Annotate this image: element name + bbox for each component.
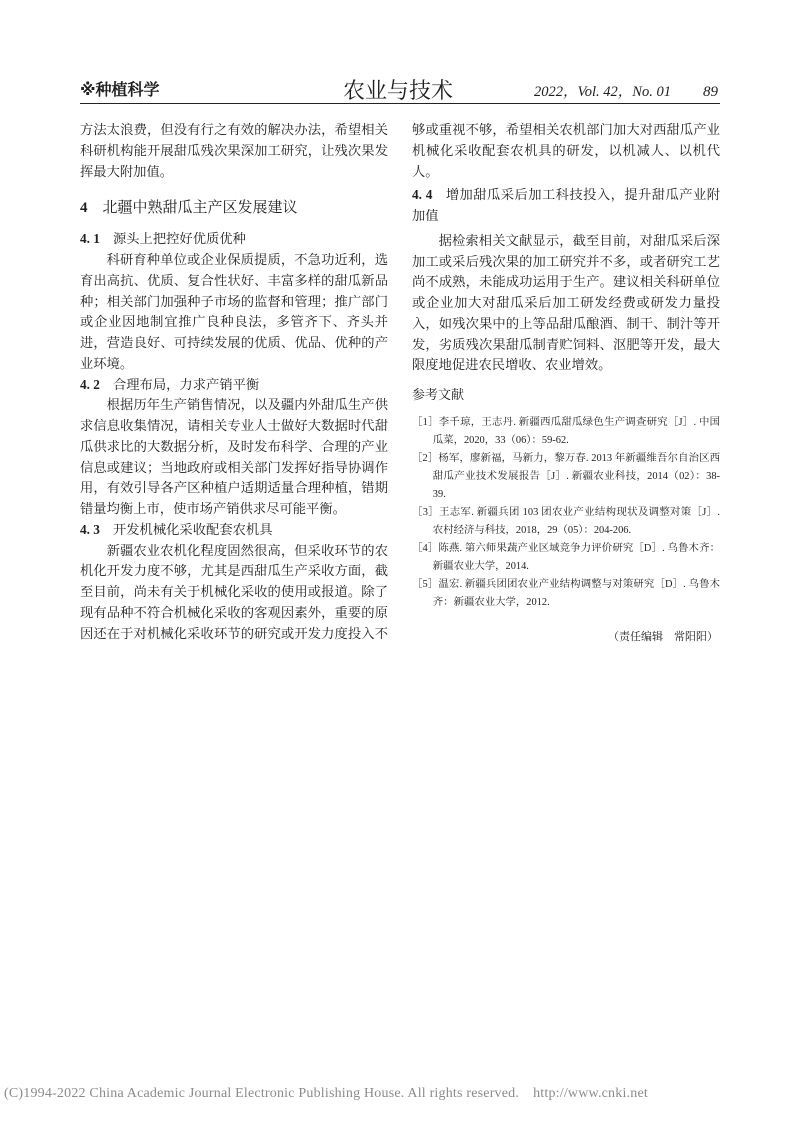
- subsection-title: 开发机械化采收配套农机具: [112, 521, 273, 537]
- right-column: [412, 120, 720, 646]
- section-title: 北疆中熟甜瓜主产区发展建议: [102, 199, 298, 217]
- header-rule: [80, 103, 720, 104]
- section-label: ※种植科学: [80, 82, 160, 99]
- subsection-heading-4-1: [80, 229, 388, 250]
- editor-note: （责任编辑 常阳阳）: [608, 631, 718, 643]
- copyright-footer: [4, 1084, 648, 1104]
- paragraph-4-3-end: 够或重视不够，希望相关农机部门加大对西甜瓜产业机械化采收配套农机具的研发，以机减人、以机代人。: [412, 122, 720, 179]
- reference-text: 陈燕. 第六师果蔬产业区域竞争力评价研究［D］. 乌鲁木齐：新疆农业大学，2014.: [432, 543, 720, 572]
- paragraph-4-3-start: 新疆农业农机化程度固然很高，但采收环节的农机化开发力度不够，尤其是西甜瓜生产采收方面，截至目前，尚未有关于机械化采收的使用或报道。除了现有品种不符合机械化采收的客观因素外，重要的原因还在于对机械化采收环节的研究或开发力度投入不: [80, 542, 388, 641]
- reference-item: [412, 504, 720, 540]
- paragraph-4-2: 根据历年生产销售情况，以及疆内外甜瓜生产供求信息收集情况，请相关专业人士做好大数据时代甜瓜供求比的大数据分析，及时发布科学、合理的产业信息或建议；当地政府或相关部门发挥好指导协调作用，有效引导各产区种植户适期适量合理种植，错期错量均衡上市，使市场产销供求尽可能平衡。: [80, 397, 388, 516]
- reference-item: [412, 414, 720, 450]
- subsection-number: 4. 4: [412, 187, 433, 203]
- reference-text: 王志军. 新疆兵团 103 团农业产业结构现状及调整对策［J］. 农村经济与科技，2018，29（05）：204-206.: [432, 507, 720, 536]
- subsection-title: 合理布局，力求产销平衡: [112, 376, 260, 392]
- section-heading: [80, 197, 388, 219]
- section-number: 4: [80, 200, 88, 217]
- page-number: 89: [703, 84, 718, 100]
- carryover-paragraph: 方法太浪费，但没有行之有效的解决办法，希望相关科研机构能开展甜瓜残次果深加工研究，让残次果发挥最大附加值。: [80, 122, 388, 179]
- reference-text: 杨军，廖新福，马新力，黎万春. 2013 年新疆维吾尔自治区西甜瓜产业技术发展报告［J］. 新疆农业科技，2014（02）：38-39.: [432, 453, 720, 500]
- reference-label: ［3］: [412, 507, 440, 518]
- reference-item: [412, 450, 720, 504]
- paragraph-4-4: 据检索相关文献显示，截至目前，对甜瓜采后深加工或采后残次果的加工研究并不多，或者研究工艺尚不成熟，未能成功运用于生产。建议相关科研单位或企业加大对甜瓜采后加工研发经费或研发力量投入，如残次果中的上等品甜瓜酿酒、制干、制汁等开发，劣质残次果甜瓜制青贮饲料、沤肥等开发，最大限度地促进农民增收、农业增效。: [412, 232, 720, 373]
- reference-text: 温宏. 新疆兵团团农业产业结构调整与对策研究［D］. 乌鲁木齐：新疆农业大学，2012.: [432, 579, 720, 608]
- subsection-number: 4. 2: [80, 376, 100, 392]
- reference-label: ［5］: [412, 579, 439, 590]
- subsection-number: 4. 1: [80, 231, 100, 247]
- subsection-title: 源头上把控好优质优种: [112, 231, 246, 247]
- subsection-heading-4-4: [412, 185, 720, 227]
- journal-name: 农业与技术: [343, 78, 454, 103]
- paragraph-4-1: 科研育种单位或企业保质提质，不急功近利，选育出高抗、优质、复合性状好、丰富多样的甜瓜新品种；相关部门加强种子市场的监督和管理；推广部门或企业因地制宜推广良种良法，多管齐下、齐头并进，营造良好、可持续发展的优质、优品、优种的产业环境。: [80, 252, 388, 371]
- reference-item: [412, 540, 720, 576]
- issue-info: 2022，Vol. 42，No. 01: [534, 84, 671, 100]
- footer-url: http://www.cnki.net: [533, 1086, 648, 1101]
- subsection-title: 增加甜瓜采后加工科技投入，提升甜瓜产业附加值: [412, 187, 721, 223]
- reference-label: ［2］: [412, 453, 439, 464]
- reference-item: [412, 576, 720, 612]
- references-heading: 参考文献: [412, 387, 465, 402]
- subsection-number: 4. 3: [80, 521, 100, 537]
- reference-label: ［4］: [412, 543, 439, 554]
- reference-label: ［1］: [412, 417, 439, 428]
- copyright-text: (C)1994-2022 China Academic Journal Electronic Publishing House. All rights reserved.: [4, 1086, 520, 1101]
- reference-list: [412, 414, 720, 612]
- subsection-heading-4-2: [80, 375, 388, 396]
- subsection-heading-4-3: [80, 520, 388, 541]
- reference-text: 李千琼，王志丹. 新疆西瓜甜瓜绿色生产调查研究［J］. 中国瓜菜，2020，33（06）：59-62.: [432, 417, 720, 446]
- left-column: [80, 120, 388, 644]
